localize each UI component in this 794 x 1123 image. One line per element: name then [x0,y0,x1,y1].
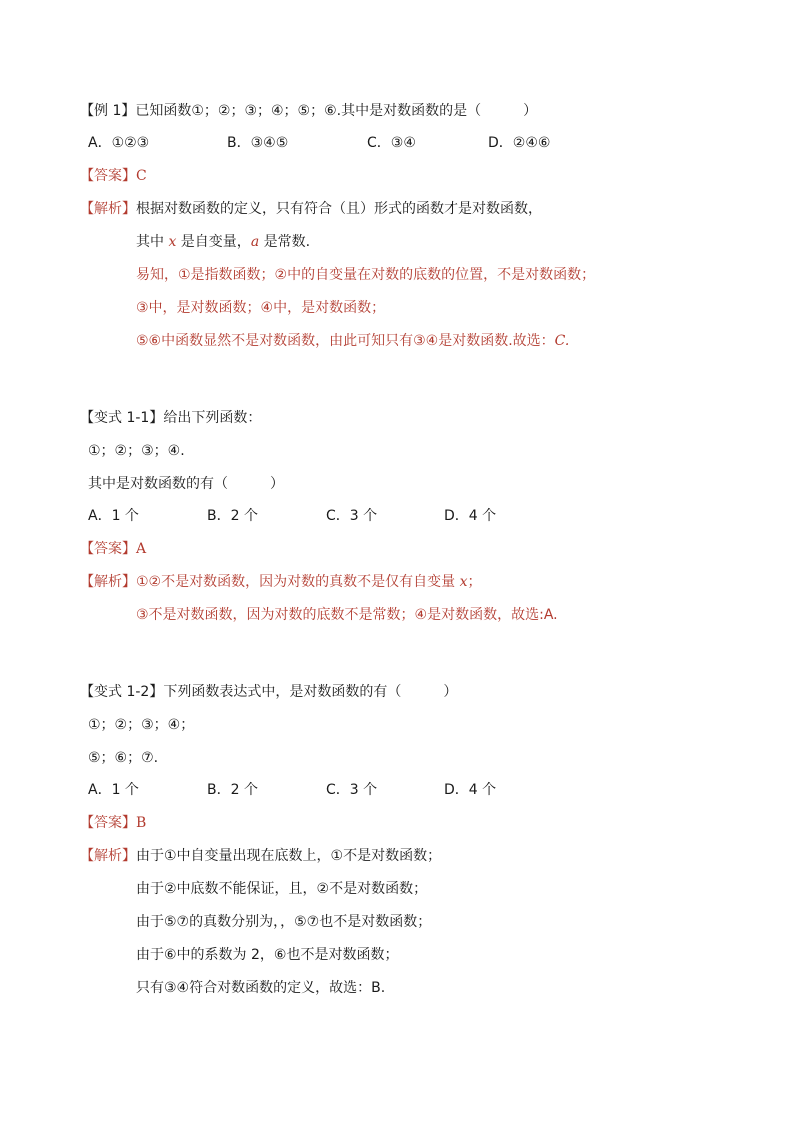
variant-1-2-analysis-line-2 [136,879,427,899]
variant-1-2-option-a: A．1 个 [88,782,139,798]
analysis-text: 是常数. [259,234,311,250]
variant-1-1-question: 其中是对数函数的有（ ） [88,476,284,492]
variable-x: x [168,234,177,250]
analysis-text: ③中，是对数函数；④中，是对数函数； [136,300,386,316]
analysis-label: 【解析】 [80,201,136,217]
analysis-label: 【解析】 [80,848,136,864]
example-1-answer-line [80,166,147,186]
variant-1-2-option-b: B．2 个 [207,782,258,798]
analysis-text: ③不是对数函数，因为对数的底数不是常数；④是对数函数，故选:A. [136,607,558,623]
analysis-text: 只有③④符合对数函数的定义，故选：B. [136,980,386,996]
variant-1-2-items-2: ⑤；⑥；⑦. [88,750,159,766]
variant-1-2-analysis-line-5 [136,978,385,998]
analysis-text: 由于⑥中的系数为 2，⑥也不是对数函数； [136,947,399,963]
variant-1-1-analysis-line-2 [136,605,558,625]
variant-1-1-option-d: D．4 个 [444,508,497,524]
answer-value: A [136,541,147,557]
example-1-analysis-line-2 [136,232,310,252]
variant-1-1-answer-line [80,539,146,559]
answer-label: 【答案】 [80,168,136,184]
variant-1-2-option-d: D．4 个 [444,782,497,798]
example-1-option-a: A．①②③ [88,135,150,151]
analysis-text: 根据对数函数的定义，只有符合（且）形式的函数才是对数函数， [136,201,542,217]
variant-1-1-option-c: C．3 个 [326,508,378,524]
analysis-text: 易知，①是指数函数；②中的自变量在对数的底数的位置，不是对数函数； [136,267,596,283]
variable-x: x [459,574,468,590]
example-1-header: 【例 1】 [80,103,136,119]
example-1-question: 已知函数①；②；③；④；⑤；⑥.其中是对数函数的是（ ） [135,103,538,119]
answer-label: 【答案】 [80,541,136,557]
analysis-text: 由于⑤⑦的真数分别为，，⑤⑦也不是对数函数； [136,914,432,930]
variant-1-2-option-c: C．3 个 [326,782,378,798]
example-1-question-line [80,101,537,121]
variant-1-1-analysis-line-1 [80,572,481,592]
analysis-choice: C. [554,333,570,349]
variant-1-2-items-1: ①；②；③；④； [88,717,195,733]
analysis-text: 其中 [136,234,169,250]
variant-1-1-option-b: B．2 个 [207,508,258,524]
variant-1-2-answer-line [80,813,146,833]
variant-1-1-header-line [80,408,261,428]
variant-1-2-question: 下列函数表达式中，是对数函数的有（ ） [163,684,458,700]
variant-1-1-option-a: A．1 个 [88,508,139,524]
answer-value: C [136,168,147,184]
answer-label: 【答案】 [80,815,136,831]
analysis-text: 由于②中底数不能保证，且，②不是对数函数； [136,881,428,897]
example-1-option-d: D．②④⑥ [488,135,551,151]
variant-1-2-analysis-line-1 [80,846,441,866]
analysis-text: ； [467,574,482,590]
variant-1-1-header: 【变式 1-1】 [80,410,164,426]
analysis-text: 由于①中自变量出现在底数上，①不是对数函数； [136,848,442,864]
variant-1-2-analysis-line-3 [136,912,431,932]
example-1-option-b: B．③④⑤ [227,135,289,151]
variable-a: a [250,234,260,250]
example-1-analysis-line-4 [136,298,385,318]
variant-1-2-analysis-line-4 [136,945,398,965]
example-1-analysis-line-5 [136,331,569,351]
variant-1-2-header-line [80,682,457,702]
example-1-option-c: C．③④ [367,135,416,151]
variant-1-1-intro: 给出下列函数： [163,410,262,426]
analysis-label: 【解析】 [80,574,136,590]
variant-1-2-header: 【变式 1-2】 [80,684,164,700]
answer-value: B [136,815,147,831]
analysis-text: 是自变量， [176,234,251,250]
variant-1-1-items: ①；②；③；④. [88,443,185,459]
analysis-text: ①②不是对数函数，因为对数的真数不是仅有自变量 [136,574,460,590]
example-1-analysis-line-3 [136,265,595,285]
analysis-text: ⑤⑥中函数显然不是对数函数，由此可知只有③④是对数函数.故选： [136,333,555,349]
example-1-analysis-line-1 [80,199,542,219]
